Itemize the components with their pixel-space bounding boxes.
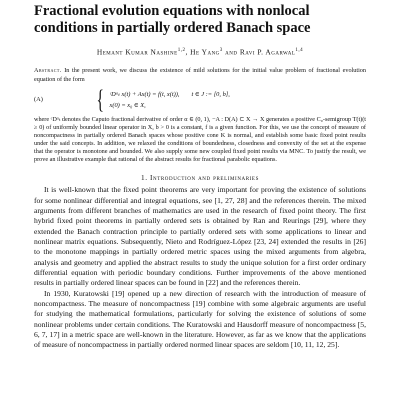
body-paragraph: In 1930, Kuratowski [19] opened up a new direction of research with the introduction of measure of noncompactness. The measure of noncompactness [19] combine with some algebraic arguments are useful for studying the mathematical formulations, particularly for solving the existence of solutions of some nonlinear problems under certain conditions. The Kuratowski and Hausdorff measure of noncompactness [5, 6, 7, 17] in a metric space are well-known in the literature. However, as far as we know that the applications of measure of noncompactness in partially ordered normed linear spaces are seldom [10, 11, 12, 25]. (34, 288, 366, 350)
author-name: Ravi P. Agarwal (239, 47, 296, 57)
equation-brace: { (96, 84, 104, 114)
author-affiliation: 3 (219, 48, 223, 53)
author-affiliation: 1,2 (177, 48, 186, 53)
equation-block (34, 86, 366, 114)
author-separator: , (185, 47, 191, 57)
equation-tag: (A) (34, 95, 43, 103)
author-affiliation: 1,4 (295, 48, 304, 53)
author-list (34, 46, 366, 57)
equation-line-2: x(0) = x₀ ∈ X, (109, 101, 146, 109)
author-name: He Yang (190, 47, 220, 57)
abstract-label: Abstract. (34, 67, 62, 75)
equation-condition: t ∈ J := [0, b], (191, 90, 230, 98)
abstract-body: where ᶜDᵅₜ denotes the Caputo fractional derivative of order α ∈ (0, 1), −A : D(A) ⊂ X → X generates a positive C₀-semigroup T(t)(t ≥ 0) of uniformly bounded linear operator in X, b > 0 is a constant, f is a given function. For this, we use the concept of measure of noncompactness in partially ordered Banach spaces whose positive cone K is normal, and establish some basic fixed point results under the said concepts. In addition, we relaxed the conditions of boundedness, closedness and convexity of the set at the expense that the operator is monotone and bounded. We also supply some new coupled fixed point results via MNC. To justify the result, we prove an illustrative example that rational of the abstract results for fractional parabolic equations. (34, 115, 366, 164)
paper-title: Fractional evolution equations with nonlocal conditions in partially ordered Banach space (34, 3, 311, 36)
author-name: Hemant Kumar Nashine (96, 47, 178, 57)
section-heading: 1. Introduction and preliminaries (141, 174, 259, 183)
equation-line-1: ᶜDᵅₜ x(t) + Ax(t) = f(t, x(t)), t ∈ J := [0, b], (109, 90, 230, 98)
abstract (34, 67, 366, 164)
body-paragraph: It is well-known that the fixed point theorems are very important for proving the existence of solutions for some nonlinear differential and integral equations, see [1, 27, 28] and the references therein. The mixed arguments from different branches of mathematics are used in the research of fixed point theory. The first hybrid fixed point theorems in partially ordered sets is obtained by Ran and Reurings [29], where they extended the Banach contraction principle to partially ordered sets with some applications to linear and nonlinear matrix equations. Subsequently, Nieto and Rodríguez-López [23, 24] extended the results in [26] to the monotone mappings in partially ordered metric spaces using the mixed arguments from algebra, analysis and geometry and applied the abstract results to study the unique solution for a first order ordinary differential equation with periodic boundary conditions. Further improvements of the above mentioned results in partially ordered linear spaces can be found in [22] and the references therein. (34, 185, 366, 288)
author-separator: and (222, 47, 240, 57)
abstract-intro (34, 67, 366, 83)
abstract-intro-text: In the present work, we discuss the existence of mild solutions for the initial value problem of fractional evolution equation of the form (34, 67, 366, 83)
equation-lines (109, 89, 229, 111)
